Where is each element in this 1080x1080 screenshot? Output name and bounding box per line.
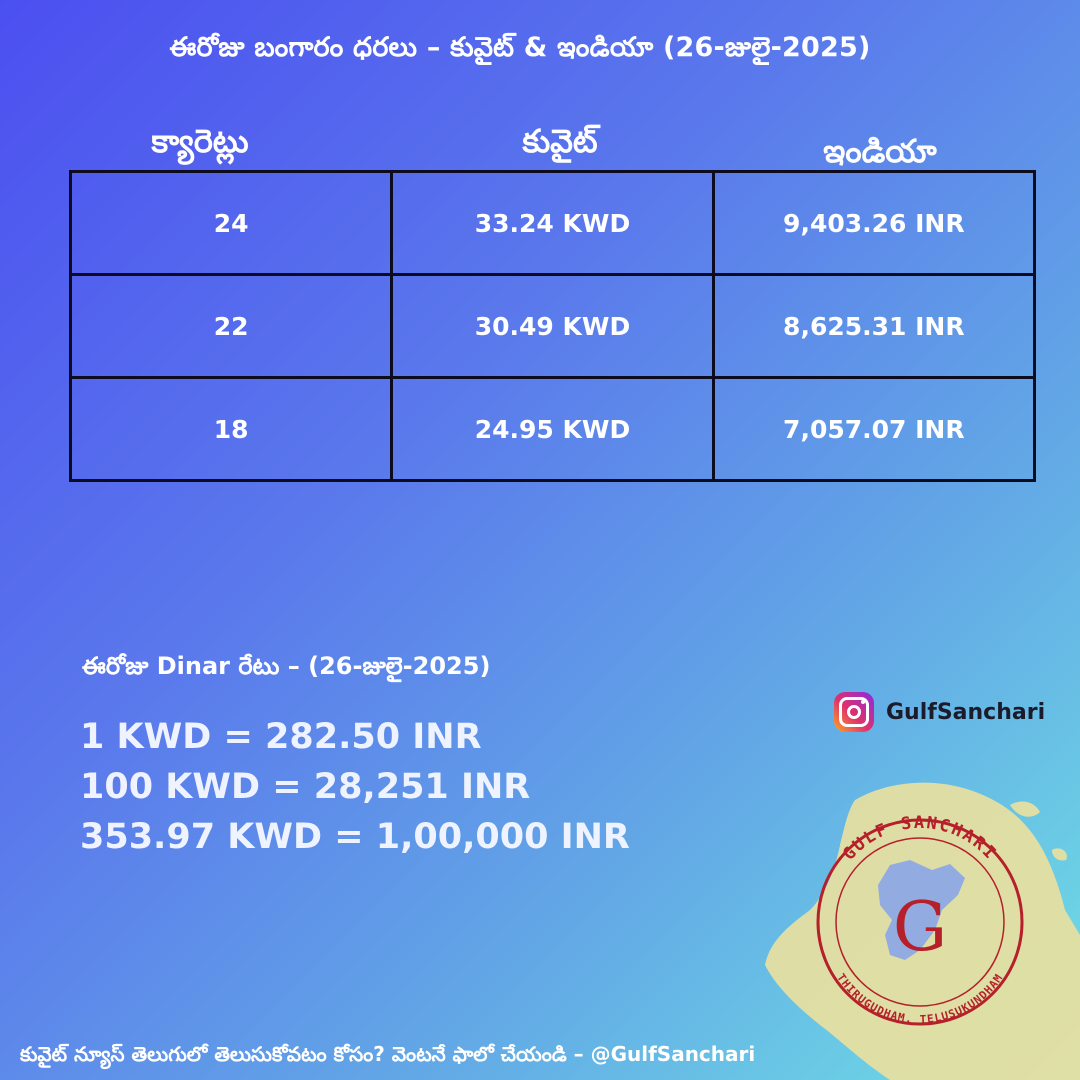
dinar-rate-line: 100 KWD = 28,251 INR [80,767,531,807]
header-india: ఇండియా [823,132,937,170]
logo-letter: G [892,888,948,967]
kuwait-price-cell: 30.49 KWD [392,275,713,378]
kuwait-price-cell: 24.95 KWD [392,378,713,481]
gold-rate-table [69,170,1036,482]
header-kuwait: కువైట్ [522,122,598,160]
karat-cell: 22 [71,275,392,378]
instagram-link[interactable] [834,692,1045,732]
india-price-cell: 7,057.07 INR [713,378,1034,481]
gulf-sanchari-logo [760,760,1080,1080]
instagram-handle: GulfSanchari [886,699,1046,725]
instagram-icon [834,692,874,732]
india-price-cell: 9,403.26 INR [713,172,1034,275]
header-karat: క్యారెట్లు [151,122,249,160]
karat-cell: 18 [71,378,392,481]
karat-cell: 24 [71,172,392,275]
kuwait-price-cell: 33.24 KWD [392,172,713,275]
india-price-cell: 8,625.31 INR [713,275,1034,378]
table-row [71,275,1035,378]
page-title: ఈరోజు బంగారం ధరలు – కువైట్ & ఇండియా (26-జులై-2025) [169,32,871,63]
logo-tagline: THIRUGUDHAM. TELUSUKUNDHAM [834,971,1006,1027]
logo-name: GULF SANCHARI [839,813,1001,865]
table-row [71,172,1035,275]
table-row [71,378,1035,481]
dinar-rate-heading: ఈరోజు Dinar రేటు – (26-జులై-2025) [82,652,491,680]
dinar-rate-line: 353.97 KWD = 1,00,000 INR [80,817,630,857]
footer-text: కువైట్ న్యూస్ తెలుగులో తెలుసుకోవటం కోసం? వెంటనే ఫాలో చేయండి – @GulfSanchari [20,1042,756,1066]
dinar-rate-line: 1 KWD = 282.50 INR [80,717,482,757]
